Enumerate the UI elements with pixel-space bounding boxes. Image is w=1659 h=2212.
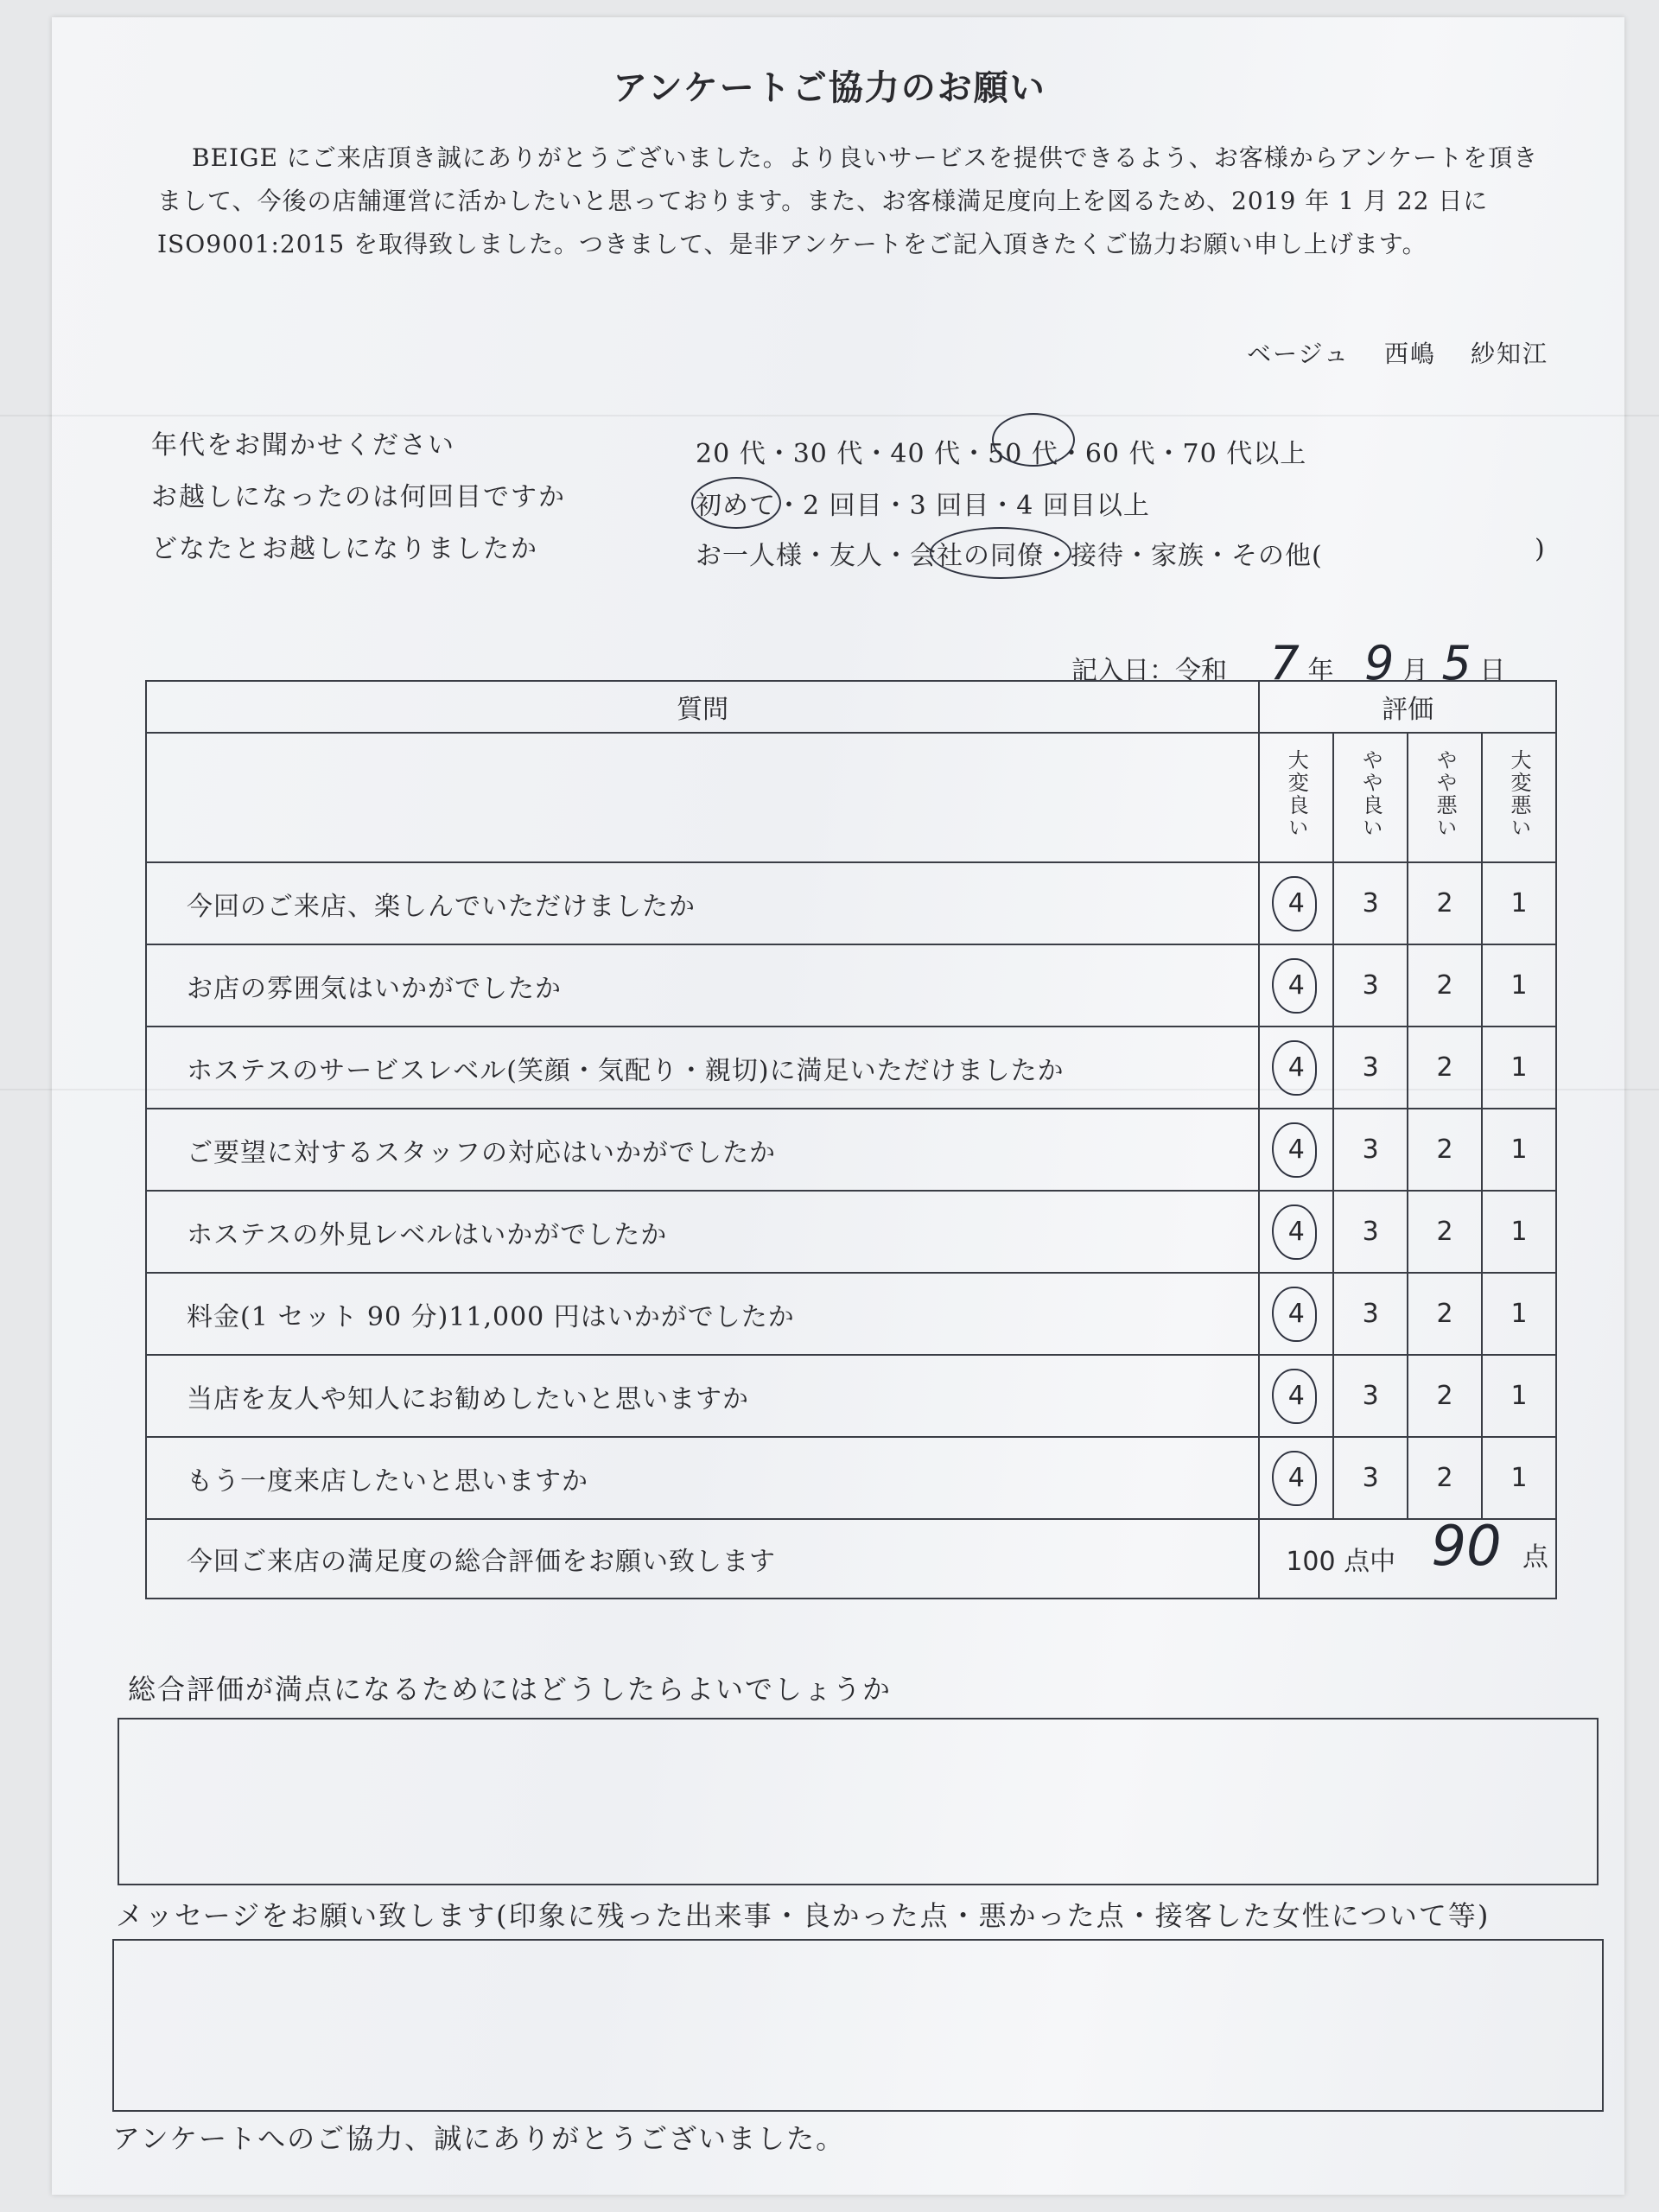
signature [1247,335,1548,370]
rating-option-1[interactable] [1482,1273,1556,1355]
rating-option-2[interactable] [1408,1027,1482,1109]
question-row [146,944,1556,1027]
total-score: 90 [1431,1515,1502,1579]
total-prefix: 100 点中 [1286,1547,1396,1577]
rating-option-1[interactable] [1482,1437,1556,1519]
rating-option-4[interactable] [1259,1437,1333,1519]
date-year: 7 [1269,636,1300,690]
rating-selected-circle [1272,1205,1317,1260]
date-month: 9 [1364,636,1395,690]
scale-label: 大変悪い [1507,749,1532,839]
rating-value: 3 [1362,1299,1379,1329]
rating-option-2[interactable] [1408,1355,1482,1437]
rating-option-4[interactable] [1259,944,1333,1027]
signature-surname: 西嶋 [1383,340,1436,368]
total-question: 今回ご来店の満足度の総合評価をお願い致します [146,1519,1259,1599]
rating-value: 1 [1510,1381,1528,1411]
rating-option-1[interactable] [1482,944,1556,1027]
question-row [146,1027,1556,1109]
rating-value: 1 [1510,1135,1528,1165]
rating-value: 4 [1287,1135,1305,1165]
rating-option-3[interactable] [1333,1437,1408,1519]
rating-value: 3 [1362,1217,1379,1247]
signature-given: 紗知江 [1470,340,1548,368]
rating-option-3[interactable] [1333,862,1408,944]
question-text: 料金(1 セット 90 分)11,000 円はいかがでしたか [146,1273,1259,1355]
scale-head-4 [1259,733,1333,862]
improve-label: 総合評価が満点になるためにはどうしたらよいでしょうか [128,1673,893,1706]
total-score-cell [1259,1515,1556,1599]
rating-value: 4 [1287,1299,1305,1329]
rating-option-1[interactable] [1482,862,1556,944]
question-text: ホステスのサービスレベル(笑顔・気配り・親切)に満足いただけましたか [146,1027,1259,1109]
signature-shop: ベージュ [1247,340,1350,368]
scale-head-2 [1408,733,1482,862]
question-text: 今回のご来店、楽しんでいただけましたか [146,862,1259,944]
rating-value: 2 [1436,1299,1453,1329]
visit-options: 初めて・2 回目・3 回目・4 回目以上 [696,491,1150,521]
question-text: ホステスの外見レベルはいかがでしたか [146,1191,1259,1273]
scale-head-3 [1333,733,1408,862]
rating-option-2[interactable] [1408,1109,1482,1191]
rating-option-2[interactable] [1408,1437,1482,1519]
companion-other-close: ) [1535,534,1545,564]
message-label: メッセージをお願い致します(印象に残った出来事・良かった点・悪かった点・接客した女性について等) [116,1899,1491,1932]
rating-value: 1 [1510,1217,1528,1247]
rating-value: 1 [1510,1463,1528,1493]
rating-option-3[interactable] [1333,944,1408,1027]
paper-fold [0,415,1659,416]
question-row [146,1437,1556,1519]
rating-value: 2 [1436,888,1453,918]
rating-option-3[interactable] [1333,1109,1408,1191]
scale-label: やや良い [1358,749,1383,839]
question-text: お店の雰囲気はいかがでしたか [146,944,1259,1027]
age-options: 20 代・30 代・40 代・50 代・60 代・70 代以上 [696,439,1307,469]
rating-selected-circle [1272,876,1317,931]
rating-option-4[interactable] [1259,862,1333,944]
improve-answer-box[interactable] [118,1718,1599,1885]
rating-option-2[interactable] [1408,1273,1482,1355]
rating-option-3[interactable] [1333,1191,1408,1273]
survey-table [145,680,1557,1599]
question-row [146,1191,1556,1273]
rating-option-4[interactable] [1259,1273,1333,1355]
visit-selection-circle [691,477,781,529]
rating-option-2[interactable] [1408,944,1482,1027]
thanks-footer: アンケートへのご協力、誠にありがとうございました。 [112,2122,846,2155]
rating-option-4[interactable] [1259,1109,1333,1191]
rating-option-1[interactable] [1482,1355,1556,1437]
intro-paragraph: BEIGE にご来店頂き誠にありがとうございました。より良いサービスを提供できるよう、お客様からアンケートを頂きまして、今後の店舗運営に活かしたいと思っております。また、お客様満足度向上を図るため、2019 年 1 月 22 日に ISO9001:2015 を取得致しました。つきまして、是非アンケートをご記入頂きたくご協力お願い申し上げます。 [157,143,1539,258]
date-day-unit: 日 [1479,656,1506,686]
rating-value: 2 [1436,1052,1453,1083]
companion-label: どなたとお越しになりましたか [151,534,538,564]
date-month-unit: 月 [1402,656,1428,686]
rating-value: 4 [1287,888,1305,918]
message-answer-box[interactable] [112,1939,1604,2112]
rating-value: 3 [1362,888,1379,918]
rating-option-1[interactable] [1482,1027,1556,1109]
rating-value: 3 [1362,1463,1379,1493]
question-text: もう一度来店したいと思いますか [146,1437,1259,1519]
date-label: 記入日：令和 [1071,656,1227,686]
rating-value: 1 [1510,1052,1528,1083]
rating-value: 3 [1362,970,1379,1001]
header-question: 質問 [146,681,1259,733]
rating-selected-circle [1272,1369,1317,1424]
rating-option-1[interactable] [1482,1109,1556,1191]
rating-value: 2 [1436,1217,1453,1247]
question-row [146,862,1556,944]
header-blank [146,733,1259,862]
age-selection-circle [992,413,1075,467]
date-year-unit: 年 [1307,656,1334,686]
rating-value: 1 [1510,888,1528,918]
rating-value: 1 [1510,970,1528,1001]
rating-value: 2 [1436,1381,1453,1411]
rating-option-3[interactable] [1333,1027,1408,1109]
rating-option-3[interactable] [1333,1273,1408,1355]
companion-selection-circle [930,527,1071,579]
rating-value: 4 [1287,1381,1305,1411]
date-day: 5 [1441,636,1471,690]
rating-value: 3 [1362,1052,1379,1083]
rating-selected-circle [1272,958,1317,1014]
rating-value: 4 [1287,1463,1305,1493]
rating-selected-circle [1272,1040,1317,1096]
question-row [146,1109,1556,1191]
rating-selected-circle [1272,1451,1317,1506]
visit-label: お越しになったのは何回目ですか [151,482,566,512]
rating-value: 2 [1436,970,1453,1001]
companion-options: お一人様・友人・会社の同僚・接待・家族・その他( [696,541,1323,571]
rating-option-4[interactable] [1259,1027,1333,1109]
rating-value: 2 [1436,1135,1453,1165]
rating-value: 4 [1287,1052,1305,1083]
rating-option-1[interactable] [1482,1191,1556,1273]
scale-label: やや悪い [1433,749,1458,839]
rating-value: 4 [1287,970,1305,1001]
header-rating: 評価 [1259,681,1556,733]
question-row [146,1273,1556,1355]
rating-selected-circle [1272,1122,1317,1178]
question-row [146,1355,1556,1437]
rating-value: 3 [1362,1381,1379,1411]
age-label: 年代をお聞かせください [151,430,455,461]
rating-option-2[interactable] [1408,862,1482,944]
scale-label: 大変良い [1284,749,1309,839]
total-unit: 点 [1522,1542,1548,1573]
scale-head-1 [1482,733,1556,862]
rating-value: 4 [1287,1217,1305,1247]
rating-selected-circle [1272,1287,1317,1342]
question-text: ご要望に対するスタッフの対応はいかがでしたか [146,1109,1259,1191]
rating-value: 1 [1510,1299,1528,1329]
rating-value: 2 [1436,1463,1453,1493]
rating-option-3[interactable] [1333,1355,1408,1437]
rating-value: 3 [1362,1135,1379,1165]
question-text: 当店を友人や知人にお勧めしたいと思いますか [146,1355,1259,1437]
rating-option-2[interactable] [1408,1191,1482,1273]
rating-option-4[interactable] [1259,1191,1333,1273]
page-title: アンケートご協力のお願い [613,68,1046,108]
rating-option-4[interactable] [1259,1355,1333,1437]
